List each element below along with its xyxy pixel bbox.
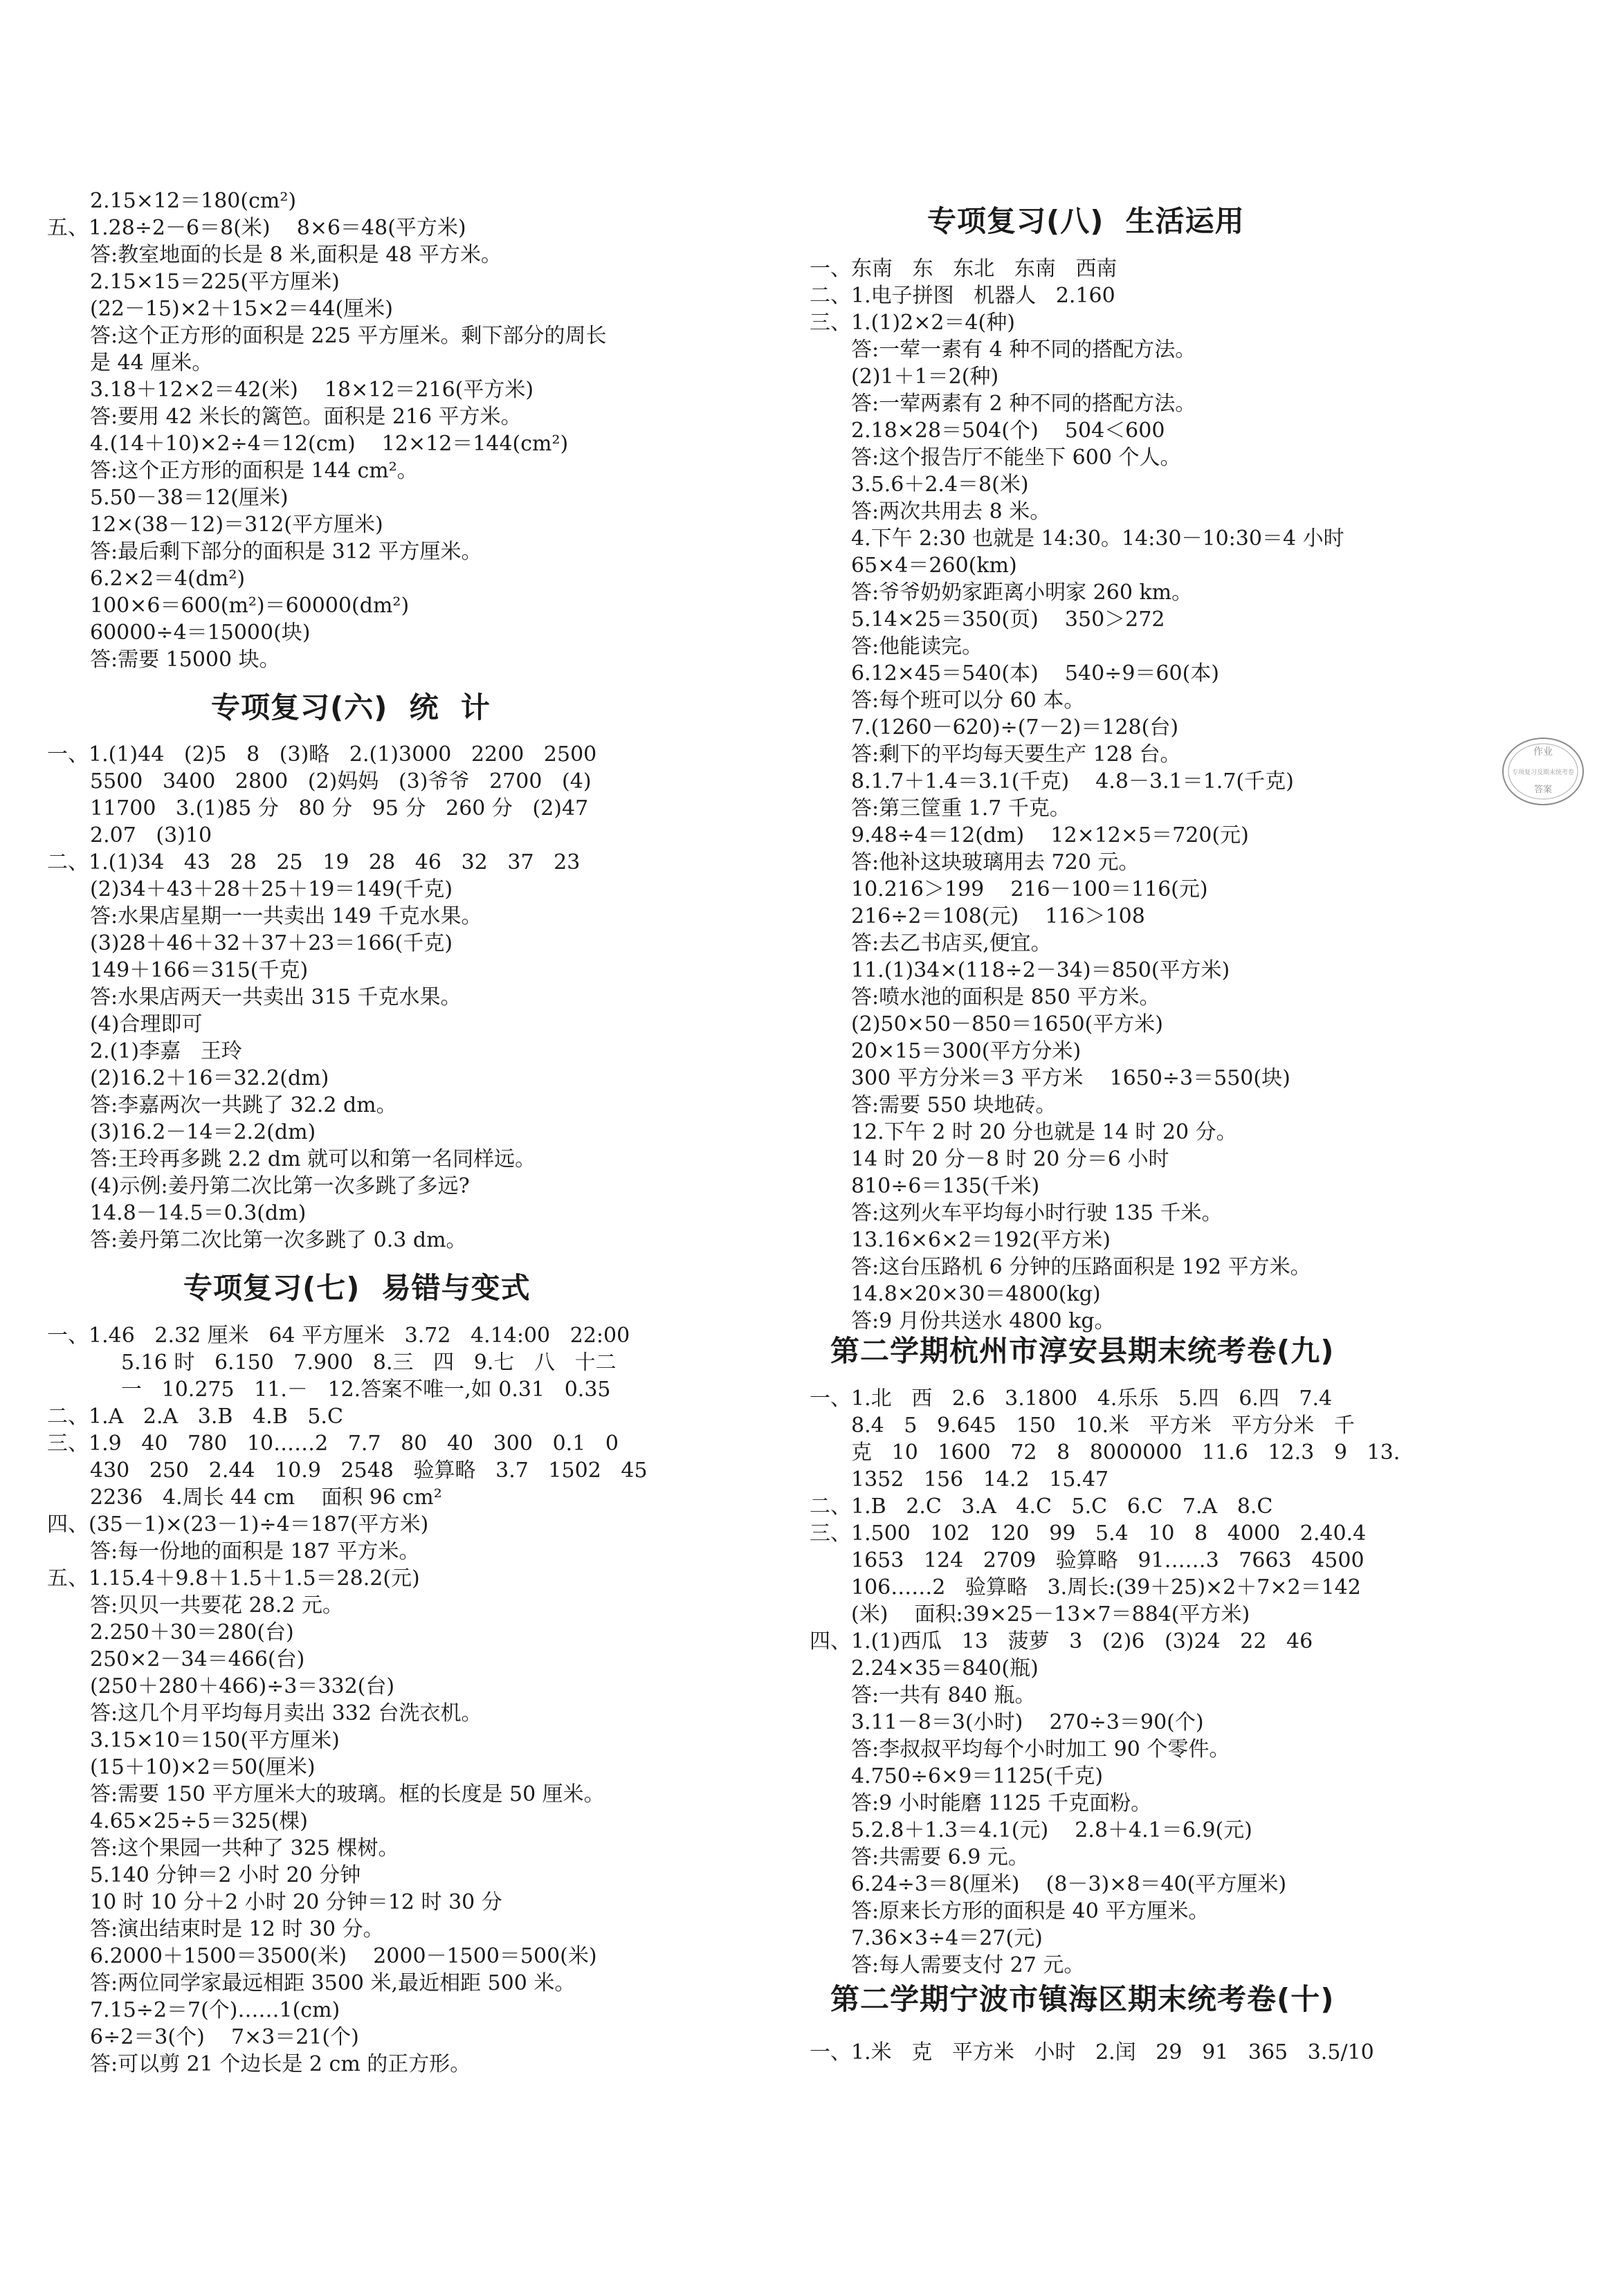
answer-line: 430 250 2.44 10.9 2548 验算略 3.7 1502 45 [90,1458,648,1483]
answer-line: 答:两次共用去 8 米。 [851,500,1051,524]
answer-line: 答:共需要 6.9 元。 [851,1845,1029,1869]
answer-line: (22－15)×2＋15×2＝44(厘米) [90,297,393,321]
answer-line: 4.65×25÷5＝325(棵) [90,1809,308,1833]
section-heading: 第二学期杭州市淳安县期末统考卷(九) [830,1334,1335,1368]
answer-line: 2.250＋30＝280(台) [90,1620,294,1645]
answer-line: (4)合理即可 [90,1012,203,1036]
answer-line: 300 平方分米＝3 平方米 1650÷3＝550(块) [851,1066,1290,1090]
answer-line: 5.50－38＝12(厘米) [90,486,289,510]
answer-line: 9.48÷4＝12(dm) 12×12×5＝720(元) [851,823,1249,848]
answer-line: 810÷6＝135(千米) [851,1174,1040,1198]
answer-line: 12×(38－12)＝312(平方厘米) [90,513,383,537]
section-heading: 专项复习(六) 统 计 [211,690,491,724]
section-heading: 第二学期宁波市镇海区期末统考卷(十) [830,1982,1335,2016]
answer-line: 5.16 时 6.150 7.900 8.三 四 9.七 八 十二 [121,1351,617,1375]
answer-line: 答:每人需要支付 27 元。 [851,1953,1085,1977]
answer-line: 149＋166＝315(千克) [90,958,309,982]
answer-line: 答:这台压路机 6 分钟的压路面积是 192 平方米。 [851,1255,1311,1279]
answer-line: 6.24÷3＝8(厘米) (8－3)×8＝40(平方厘米) [851,1872,1287,1896]
answer-line: 10.216＞199 216－100＝116(元) [851,877,1208,902]
answer-line: 答:这个正方形的面积是 225 平方厘米。剩下部分的周长 [90,324,607,348]
answer-line: 3.5.6＋2.4＝8(米) [851,473,1029,497]
answer-line: 克 10 1600 72 8 8000000 11.6 12.3 9 13. [851,1440,1401,1465]
answer-line: 答:水果店星期一一共卖出 149 千克水果。 [90,904,482,928]
answer-line: 65×4＝260(km) [851,553,1017,578]
answer-line: 二、1.B 2.C 3.A 4.C 5.C 6.C 7.A 8.C [810,1494,1273,1519]
answer-line: 2.07 (3)10 [90,823,212,848]
answer-line: 三、1.(1)2×2＝4(种) [810,311,1015,335]
answer-line: 2.18×28＝504(个) 504＜600 [851,419,1165,443]
answer-line: 4.750÷6×9＝1125(千克) [851,1764,1104,1788]
answer-line: 6÷2＝3(个) 7×3＝21(个) [90,2025,359,2049]
answer-line: 答:水果店两天一共卖出 315 千克水果。 [90,985,462,1009]
answer-line: 3.11－8＝3(小时) 270÷3＝90(个) [851,1710,1204,1735]
answer-line: 14.8－14.5＝0.3(dm) [90,1201,307,1225]
answer-line: 答:需要 150 平方厘米大的玻璃。框的长度是 50 厘米。 [90,1782,605,1806]
answer-line: 答:演出结束时是 12 时 30 分。 [90,1917,384,1941]
answer-line: 答:姜丹第二次比第一次多跳了 0.3 dm。 [90,1228,467,1252]
answer-line: 答:每个班可以分 60 本。 [851,688,1085,713]
answer-line: 二、1.(1)34 43 28 25 19 28 46 32 37 23 [47,850,581,875]
answer-line: 五、1.15.4＋9.8＋1.5＋1.5＝28.2(元) [47,1566,420,1591]
answer-line: 答:原来长方形的面积是 40 平方厘米。 [851,1899,1210,1923]
answer-line: 2.24×35＝840(瓶) [851,1656,1039,1681]
answer-line: (2)34＋43＋28＋25＋19＝149(千克) [90,877,453,902]
answer-line: 11.(1)34×(118÷2－34)＝850(平方米) [851,958,1230,982]
answer-line: 答:他能读完。 [851,634,983,659]
answer-line: 一、1.46 2.32 厘米 64 平方厘米 3.72 4.14:00 22:00 [47,1324,630,1348]
answer-line: 3.18＋12×2＝42(米) 18×12＝216(平方米) [90,378,534,402]
answer-line: 13.16×6×2＝192(平方米) [851,1228,1111,1252]
answer-line: 答:教室地面的长是 8 米,面积是 48 平方米。 [90,243,502,267]
answer-line: 四、1.(1)西瓜 13 菠萝 3 (2)6 (3)24 22 46 [810,1629,1313,1654]
answer-line: 4.下午 2:30 也就是 14:30。14:30－10:30＝4 小时 [851,527,1344,551]
answer-line: 答:一荤两素有 2 种不同的搭配方法。 [851,392,1196,416]
answer-line: 一、1.北 西 2.6 3.1800 4.乐乐 5.四 6.四 7.4 [810,1386,1333,1411]
answer-line: 答:他补这块玻璃用去 720 元。 [851,850,1140,875]
answer-line: 答:每一份地的面积是 187 平方米。 [90,1539,420,1564]
answer-line: 答:第三筐重 1.7 千克。 [851,796,1070,821]
answer-line: 是 44 厘米。 [90,351,213,375]
answer-line: 6.12×45＝540(本) 540÷9＝60(本) [851,661,1219,686]
answer-line: 6.2000＋1500＝3500(米) 2000－1500＝500(米) [90,1944,597,1968]
answer-line: 三、1.500 102 120 99 5.4 10 8 4000 2.40.4 [810,1521,1367,1546]
answer-line: (2)16.2＋16＝32.2(dm) [90,1066,329,1090]
section-heading: 专项复习(八) 生活运用 [927,204,1245,238]
answer-line: 3.15×10＝150(平方厘米) [90,1728,340,1752]
answer-line: 答:9 小时能磨 1125 千克面粉。 [851,1791,1152,1815]
answer-line: 一、东南 东 东北 东南 西南 [810,257,1117,281]
answer-line: 5.140 分钟＝2 小时 20 分钟 [90,1863,361,1887]
answer-line: 答:9 月份共送水 4800 kg。 [851,1309,1115,1333]
answer-line: 二、1.电子拼图 机器人 2.160 [810,284,1115,308]
answer-line: 答:这个报告厅不能坐下 600 个人。 [851,446,1181,470]
answer-line: 14.8×20×30＝4800(kg) [851,1282,1101,1306]
answer-line: 7.(1260－620)÷(7－2)＝128(台) [851,715,1179,740]
answer-line: 五、1.28÷2－6＝8(米) 8×6＝48(平方米) [47,216,466,240]
answer-line: 12.下午 2 时 20 分也就是 14 时 20 分。 [851,1120,1237,1144]
answer-line: 6.2×2＝4(dm²) [90,567,246,591]
answer-line: 答:去乙书店买,便宜。 [851,931,1052,955]
answer-line: 答:要用 42 米长的篱笆。面积是 216 平方米。 [90,405,522,429]
answer-line: (2)1＋1＝2(种) [851,365,999,389]
svg-text:作业: 作业 [1533,747,1553,758]
answer-line: 5500 3400 2800 (2)妈妈 (3)爷爷 2700 (4) [90,769,592,794]
answer-line: (4)示例:姜丹第二次比第一次多跳了多远? [90,1174,470,1198]
answer-line: 答:需要 15000 块。 [90,648,280,672]
answer-line: 一、1.米 克 平方米 小时 2.闰 29 91 365 3.5/10 [810,2040,1374,2065]
answer-line: 250×2－34＝466(台) [90,1647,305,1672]
answer-line: 1352 156 14.2 15.47 [851,1467,1109,1492]
answer-line: 答:爷爷奶奶家距离小明家 260 km。 [851,580,1193,605]
answer-line: 答:剩下的平均每天要生产 128 台。 [851,742,1181,767]
answer-line: 答:两位同学家最远相距 3500 米,最近相距 500 米。 [90,1971,576,1995]
svg-text:答案: 答案 [1533,785,1553,795]
answer-line: 答:这列火车平均每小时行驶 135 千米。 [851,1201,1223,1225]
answer-line: 答:需要 550 块地砖。 [851,1093,1057,1117]
answer-line: 答:一共有 840 瓶。 [851,1683,1036,1708]
answer-line: 答:王玲再多跳 2.2 dm 就可以和第一名同样远。 [90,1147,536,1171]
answer-line: (15＋10)×2＝50(厘米) [90,1755,316,1779]
answer-line: 100×6＝600(m²)＝60000(dm²) [90,594,410,618]
answer-line: 2.15×15＝225(平方厘米) [90,270,340,294]
answer-line: 答:喷水池的面积是 850 平方米。 [851,985,1160,1009]
answer-line: 20×15＝300(平方分米) [851,1039,1082,1063]
answer-line: 答:这个果园一共种了 325 棵树。 [90,1836,399,1860]
answer-line: 2.(1)李嘉 王玲 [90,1039,242,1063]
answer-line: 106……2 验算略 3.周长:(39＋25)×2＋7×2＝142 [851,1575,1361,1600]
answer-line: 8.1.7＋1.4＝3.1(千克) 4.8－3.1＝1.7(千克) [851,769,1294,794]
answer-line: 8.4 5 9.645 150 10.米 平方米 平方分米 千 [851,1413,1355,1438]
section-heading: 专项复习(七) 易错与变式 [183,1271,531,1305]
answer-line: 答:这几个月平均每月卖出 332 台洗衣机。 [90,1701,482,1726]
answer-line: 10 时 10 分＋2 小时 20 分钟＝12 时 30 分 [90,1890,502,1914]
answer-line: 2.15×12＝180(cm²) [90,189,297,213]
answer-line: 216÷2＝108(元) 116＞108 [851,904,1145,928]
answer-line: 答:可以剪 21 个边长是 2 cm 的正方形。 [90,2052,471,2076]
answer-line: 5.2.8＋1.3＝4.1(元) 2.8＋4.1＝6.9(元) [851,1818,1252,1842]
answer-line: 二、1.A 2.A 3.B 4.B 5.C [47,1404,343,1429]
answer-line: 一 10.275 11.－ 12.答案不唯一,如 0.31 0.35 [121,1378,611,1402]
answer-line: 答:李叔叔平均每个小时加工 90 个零件。 [851,1737,1230,1761]
answer-line: 答:一荤一素有 4 种不同的搭配方法。 [851,338,1196,362]
answer-line: 2236 4.周长 44 cm 面积 96 cm² [90,1485,442,1510]
answer-line: (250＋280＋466)÷3＝332(台) [90,1674,395,1699]
answer-line: 5.14×25＝350(页) 350＞272 [851,607,1165,632]
answer-line: 7.36×3÷4＝27(元) [851,1926,1043,1950]
stamp-seal [1491,730,1595,813]
answer-line: 三、1.9 40 780 10……2 7.7 80 40 300 0.1 0 [47,1431,619,1456]
answer-line: 答:这个正方形的面积是 144 cm²。 [90,459,418,483]
answer-line: 四、(35－1)×(23－1)÷4＝187(平方米) [47,1512,429,1537]
answer-line: (米) 面积:39×25－13×7＝884(平方米) [851,1602,1250,1627]
answer-line: 60000÷4＝15000(块) [90,621,311,645]
answer-line: 4.(14＋10)×2÷4＝12(cm) 12×12＝144(cm²) [90,432,569,456]
answer-line: 7.15÷2＝7(个)……1(cm) [90,1998,340,2022]
answer-line: 答:李嘉两次一共跳了 32.2 dm。 [90,1093,397,1117]
answer-line: (3)16.2－14＝2.2(dm) [90,1120,316,1144]
answer-line: 1653 124 2709 验算略 91……3 7663 4500 [851,1548,1365,1573]
answer-line: 11700 3.(1)85 分 80 分 95 分 260 分 (2)47 [90,796,589,821]
answer-line: (3)28＋46＋32＋37＋23＝166(千克) [90,931,453,955]
answer-line: 14 时 20 分－8 时 20 分＝6 小时 [851,1147,1169,1171]
answer-line: 一、1.(1)44 (2)5 8 (3)略 2.(1)3000 2200 2500 [47,742,597,767]
answer-line: (2)50×50－850＝1650(平方米) [851,1012,1163,1036]
answer-line: 答:最后剩下部分的面积是 312 平方厘米。 [90,540,482,564]
answer-line: 答:贝贝一共要花 28.2 元。 [90,1593,343,1618]
svg-text:专项复习及期末统考卷: 专项复习及期末统考卷 [1511,769,1575,776]
